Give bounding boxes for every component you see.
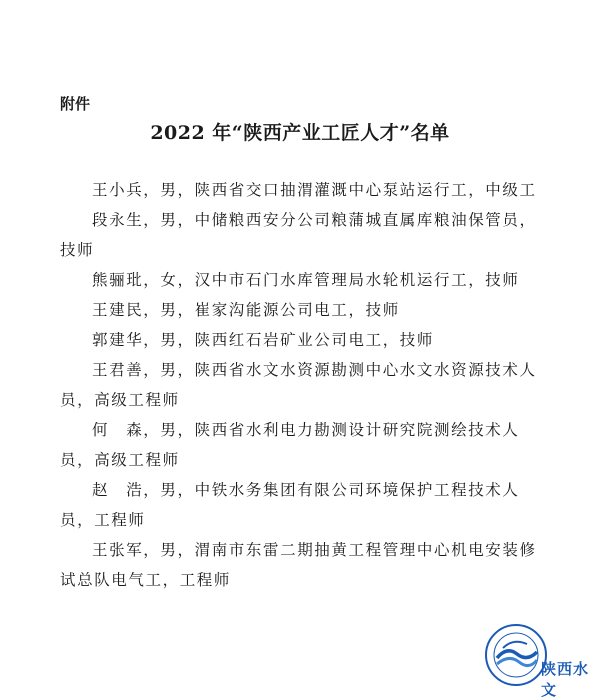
name-list — [60, 175, 550, 595]
list-item: 熊骊玭，女，汉中市石门水库管理局水轮机运行工，技师 — [92, 271, 520, 289]
list-item: 段永生，男，中储粮西安分公司粮蒲城直属库粮油保管员，技师 — [60, 211, 537, 259]
page-title: 2022 年“陕西产业工匠人才”名单 — [150, 122, 450, 144]
list-item: 王小兵，男，陕西省交口抽渭灌溉中心泵站运行工，中级工 — [92, 181, 537, 199]
list-item: 何 森，男，陕西省水利电力勘测设计研究院测绘技术人员，高级工程师 — [60, 421, 520, 469]
list-item: 赵 浩，男，中铁水务集团有限公司环境保护工程技术人员，工程师 — [60, 481, 520, 529]
list-item: 王君善，男，陕西省水文水资源勘测中心水文水资源技术人员，高级工程师 — [60, 361, 537, 409]
attachment-label: 附件 — [60, 95, 91, 113]
list-item: 王张军，男，渭南市东雷二期抽黄工程管理中心机电安装修试总队电气工，工程师 — [60, 541, 537, 589]
watermark-label: 陕西水文 — [541, 660, 590, 699]
list-item: 郭建华，男，陕西红石岩矿业公司电工，技师 — [92, 331, 435, 349]
list-item: 王建民，男，崔家沟能源公司电工，技师 — [92, 301, 400, 319]
